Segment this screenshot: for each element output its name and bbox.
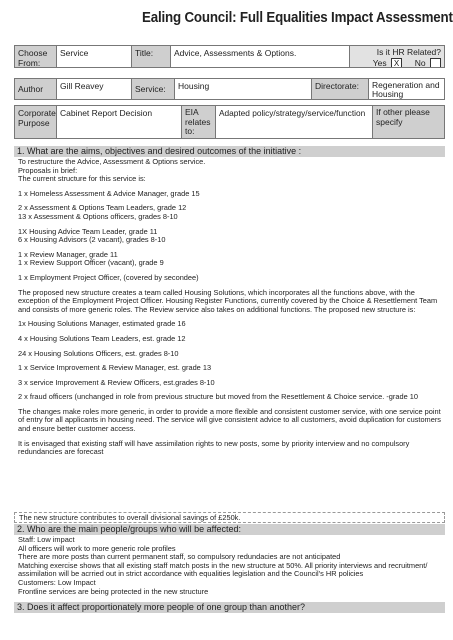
section-1-paragraph xyxy=(18,274,443,283)
savings-text: The new structure contributes to overall divisional savings of £250k. xyxy=(19,513,241,522)
section-2-body xyxy=(18,536,443,596)
section-1-line: 1 x Review Manager, grade 11 xyxy=(18,249,118,259)
section-1-line: 3 x service Improvement & Review Officers, est.grades 8-10 xyxy=(18,377,215,387)
yes-label: Yes xyxy=(372,57,387,67)
section-1-paragraph xyxy=(18,379,443,388)
section-1-heading: 1. What are the aims, objectives and desired outcomes of the initiative : xyxy=(14,146,445,157)
section-1-line: 13 x Assessment & Options officers, grades 8-10 xyxy=(18,211,178,221)
section-1-line: The proposed new structure creates a team called Housing Solutions, which incorporates all the functions above, with the exception of the Employment Project Officer. Housing Register Functions, currently covered by the Choice & Resettlement Team and consists of more generic roles. The Review service also takes on additional functions. The proposed new structure is: xyxy=(18,287,438,314)
section-2-line: Customers: Low Impact xyxy=(18,577,96,587)
service-label: Service: xyxy=(132,79,174,99)
author-value: Gill Reavey xyxy=(60,81,104,91)
section-1-paragraph xyxy=(18,335,443,344)
section-3-heading: 3. Does it affect proportionately more people of one group than another? xyxy=(14,602,445,613)
header-row-1 xyxy=(14,45,445,68)
section-1-line: Proposals in brief: xyxy=(18,165,78,175)
section-1-paragraph xyxy=(18,350,443,359)
choose-from-label: Choose From: xyxy=(15,46,56,67)
section-1-line: 1 x Homeless Assessment & Advice Manager, grade 15 xyxy=(18,188,200,198)
title-label: Title: xyxy=(132,46,170,67)
savings-box xyxy=(14,512,445,523)
section-2-line: All officers will work to more generic role profiles xyxy=(18,543,176,553)
directorate-label: Directorate: xyxy=(312,79,368,99)
section-2-line: Staff: Low impact xyxy=(18,535,75,544)
other-specify-label: If other please specify xyxy=(373,106,444,138)
corporate-purpose-value: Cabinet Report Decision xyxy=(60,108,153,118)
section-1-line: 2 x fraud officers (unchanged in role from previous structure but moved from the Resettlement & Choice service. -grade 10 xyxy=(18,392,418,402)
section-1-line: 2 x Assessment & Options Team Leaders, grade 12 xyxy=(18,203,187,213)
section-1-line: 1 x Employment Project Officer, (covered by secondee) xyxy=(18,272,199,282)
section-1-line: 1X Housing Advice Team Leader, grade 11 xyxy=(18,226,158,236)
hr-related-cell xyxy=(350,46,444,67)
eia-relates-value: Adapted policy/strategy/service/function xyxy=(219,108,366,118)
section-1-paragraph xyxy=(18,364,443,373)
title-value: Advice, Assessments & Options. xyxy=(174,48,297,58)
section-1-line: 4 x Housing Solutions Team Leaders, est. grade 12 xyxy=(18,333,186,343)
corporate-purpose-label: Corporate Purpose xyxy=(15,106,56,138)
header-row-3 xyxy=(14,105,445,139)
directorate-value: Regeneration and Housing xyxy=(372,80,440,99)
choose-from-value: Service xyxy=(60,48,89,58)
section-1-paragraph xyxy=(18,289,443,315)
header-row-2 xyxy=(14,78,445,100)
section-1-paragraph xyxy=(18,393,443,402)
yes-checkbox[interactable]: X xyxy=(391,58,402,67)
section-2-line: Frontline services are being protected in the new structure xyxy=(18,586,209,596)
section-1-line: 1x Housing Solutions Manager, estimated grade 16 xyxy=(18,319,186,329)
section-1-paragraph xyxy=(18,408,443,434)
no-checkbox[interactable] xyxy=(430,58,441,67)
section-2-line: Matching exercise shows that all existing staff match posts in the new structure at 50%. All priority interviews and recruitment/ assimilation will be acrried out in strict accordance with equalities legislation and the Council's HR policies xyxy=(18,560,428,579)
section-1-paragraph xyxy=(18,158,443,184)
section-2-line: There are more posts than current permanent staff, so compulsory redundacies are not anticipated xyxy=(18,552,341,562)
section-2-heading: 2. Who are the main people/groups who will be affected: xyxy=(14,524,445,535)
author-label: Author xyxy=(15,79,56,99)
section-1-body xyxy=(18,158,443,463)
section-1-paragraph xyxy=(18,320,443,329)
section-1-paragraph xyxy=(18,251,443,268)
section-1-line: The current structure for this service is: xyxy=(18,174,146,184)
section-1-paragraph xyxy=(18,440,443,457)
section-1-paragraph xyxy=(18,190,443,199)
section-1-paragraph xyxy=(18,204,443,221)
section-1-paragraph xyxy=(18,228,443,245)
section-1-line: 1 x Review Support Officer (vacant), grade 9 xyxy=(18,258,164,268)
section-1-line: 1 x Service Improvement & Review Manager, est. grade 13 xyxy=(18,363,212,373)
hr-related-label: Is it HR Related? xyxy=(376,47,441,57)
document-title: Ealing Council: Full Equalities Impact Assessment xyxy=(142,10,453,26)
section-1-line: 24 x Housing Solutions Officers, est. grades 8-10 xyxy=(18,348,179,358)
section-1-line: To restructure the Advice, Assessment & Options service. xyxy=(18,157,206,166)
service-value: Housing xyxy=(178,81,210,91)
section-1-line: 6 x Housing Advisors (2 vacant), grades 8-10 xyxy=(18,235,166,245)
section-1-line: The changes make roles more generic, in order to provide a more flexible and consistent customer service, with one service point of entry for all applicants in housing need. The service will give consistent advice to all customers, avoid duplication for customers and ensure better customer access. xyxy=(18,406,441,434)
section-1-line: It is envisaged that existing staff will have assimilation rights to new posts, some by priority interview and no compulsory redundancies are forecast xyxy=(18,438,410,457)
eia-relates-label: EIA relates to: xyxy=(182,106,215,138)
no-label: No xyxy=(414,57,426,67)
